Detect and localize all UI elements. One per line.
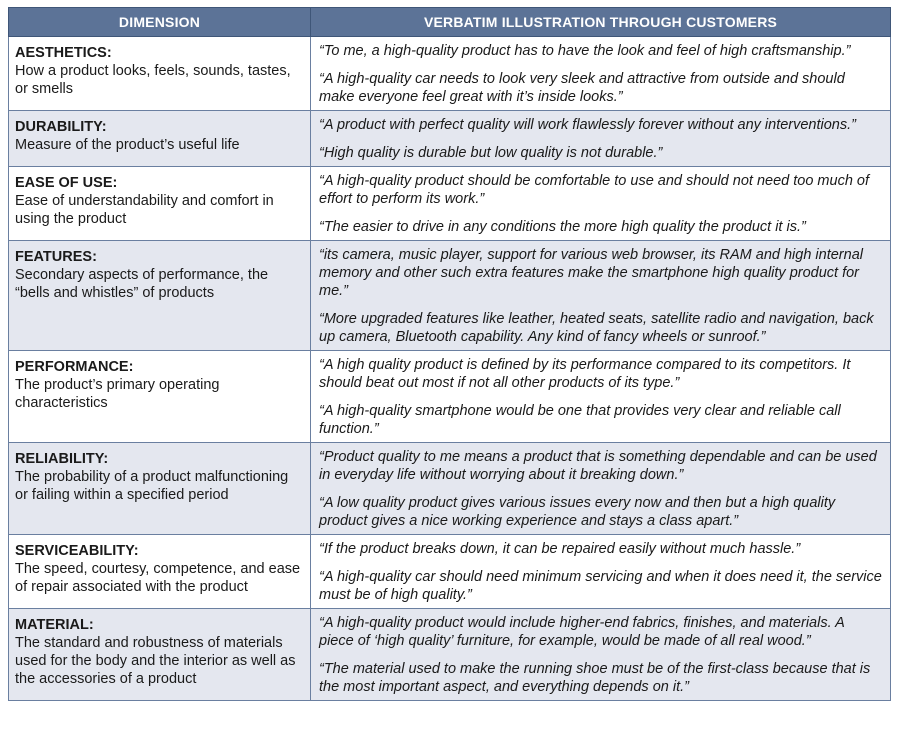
table-row bbox=[9, 111, 891, 167]
quotes-cell bbox=[311, 37, 891, 111]
dimension-description: The standard and robustness of materials used for the body and the interior as well as the accessories of a product bbox=[15, 635, 296, 687]
header-dimension: DIMENSION bbox=[9, 8, 311, 37]
customer-quote: “A high-quality product would include higher-end fabrics, finishes, and materials. A piece of ‘high quality’ furniture, for example, would be made of all real wood.” bbox=[319, 615, 845, 649]
customer-quote: “its camera, music player, support for various web browser, its RAM and high internal memory and other such extra features make the smartphone high quality product for me.” bbox=[319, 247, 863, 299]
table-row bbox=[9, 351, 891, 443]
dimension-description: The product’s primary operating characteristics bbox=[15, 377, 220, 411]
quotes-cell bbox=[311, 167, 891, 241]
customer-quote: “A product with perfect quality will work flawlessly forever without any interventions.” bbox=[319, 117, 856, 133]
customer-quote: “More upgraded features like leather, heated seats, satellite radio and navigation, back up camera, Bluetooth capability. Any kind of fancy wheels or sunroof.” bbox=[319, 311, 874, 345]
quality-dimensions-table bbox=[8, 7, 891, 701]
quotes-cell bbox=[311, 443, 891, 535]
quotes-cell bbox=[311, 351, 891, 443]
dimension-cell bbox=[9, 111, 311, 167]
customer-quote: “A high-quality car needs to look very sleek and attractive from outside and should make everyone feel great with it’s inside looks.” bbox=[319, 71, 845, 105]
quotes-cell bbox=[311, 535, 891, 609]
dimension-cell bbox=[9, 351, 311, 443]
table-row bbox=[9, 443, 891, 535]
customer-quote: “A high-quality smartphone would be one that provides very clear and reliable call function.” bbox=[319, 403, 841, 437]
quotes-cell bbox=[311, 111, 891, 167]
header-verbatim: VERBATIM ILLUSTRATION THROUGH CUSTOMERS bbox=[311, 8, 891, 37]
quotes-cell bbox=[311, 241, 891, 351]
customer-quote: “If the product breaks down, it can be repaired easily without much hassle.” bbox=[319, 541, 801, 557]
dimension-cell bbox=[9, 241, 311, 351]
dimension-name: DURABILITY: bbox=[15, 119, 107, 135]
customer-quote: “A high-quality product should be comfortable to use and should not need too much of effort to perform its work.” bbox=[319, 173, 870, 207]
dimension-name: RELIABILITY: bbox=[15, 451, 109, 467]
dimension-cell bbox=[9, 609, 311, 701]
dimension-description: Measure of the product’s useful life bbox=[15, 137, 240, 153]
customer-quote: “A high-quality car should need minimum servicing and when it does need it, the service must be of high quality.” bbox=[319, 569, 882, 603]
table-row bbox=[9, 535, 891, 609]
customer-quote: “To me, a high-quality product has to have the look and feel of high craftsmanship.” bbox=[319, 43, 851, 59]
dimension-cell bbox=[9, 535, 311, 609]
table-row bbox=[9, 37, 891, 111]
dimension-description: How a product looks, feels, sounds, tastes, or smells bbox=[15, 63, 291, 97]
dimension-name: MATERIAL: bbox=[15, 617, 94, 633]
dimension-name: SERVICEABILITY: bbox=[15, 543, 139, 559]
header-row bbox=[9, 8, 891, 37]
dimension-cell bbox=[9, 167, 311, 241]
dimension-description: Secondary aspects of performance, the “bells and whistles” of products bbox=[15, 267, 269, 301]
dimension-cell bbox=[9, 443, 311, 535]
dimension-name: EASE OF USE: bbox=[15, 175, 118, 191]
customer-quote: “A low quality product gives various issues every now and then but a high quality product gives a nice working experience and stays a class apart.” bbox=[319, 495, 836, 529]
table-row bbox=[9, 167, 891, 241]
customer-quote: “High quality is durable but low quality is not durable.” bbox=[319, 145, 663, 161]
dimension-description: The speed, courtesy, competence, and ease of repair associated with the product bbox=[15, 561, 301, 595]
dimension-cell bbox=[9, 37, 311, 111]
table-row bbox=[9, 241, 891, 351]
dimension-description: Ease of understandability and comfort in using the product bbox=[15, 193, 274, 227]
dimension-name: FEATURES: bbox=[15, 249, 97, 265]
customer-quote: “The material used to make the running shoe must be of the first-class because that is the most important aspect, and everything depends on it.” bbox=[319, 661, 871, 695]
customer-quote: “Product quality to me means a product that is something dependable and can be used in everyday life without worrying about it breaking down.” bbox=[319, 449, 877, 483]
dimension-description: The probability of a product malfunctioning or failing within a specified period bbox=[15, 469, 289, 503]
table-row bbox=[9, 609, 891, 701]
customer-quote: “A high quality product is defined by its performance compared to its competitors. It should beat out most if not all other products of its type.” bbox=[319, 357, 851, 391]
customer-quote: “The easier to drive in any conditions the more high quality the product it is.” bbox=[319, 219, 806, 235]
dimension-name: PERFORMANCE: bbox=[15, 359, 134, 375]
dimension-name: AESTHETICS: bbox=[15, 45, 112, 61]
quotes-cell bbox=[311, 609, 891, 701]
